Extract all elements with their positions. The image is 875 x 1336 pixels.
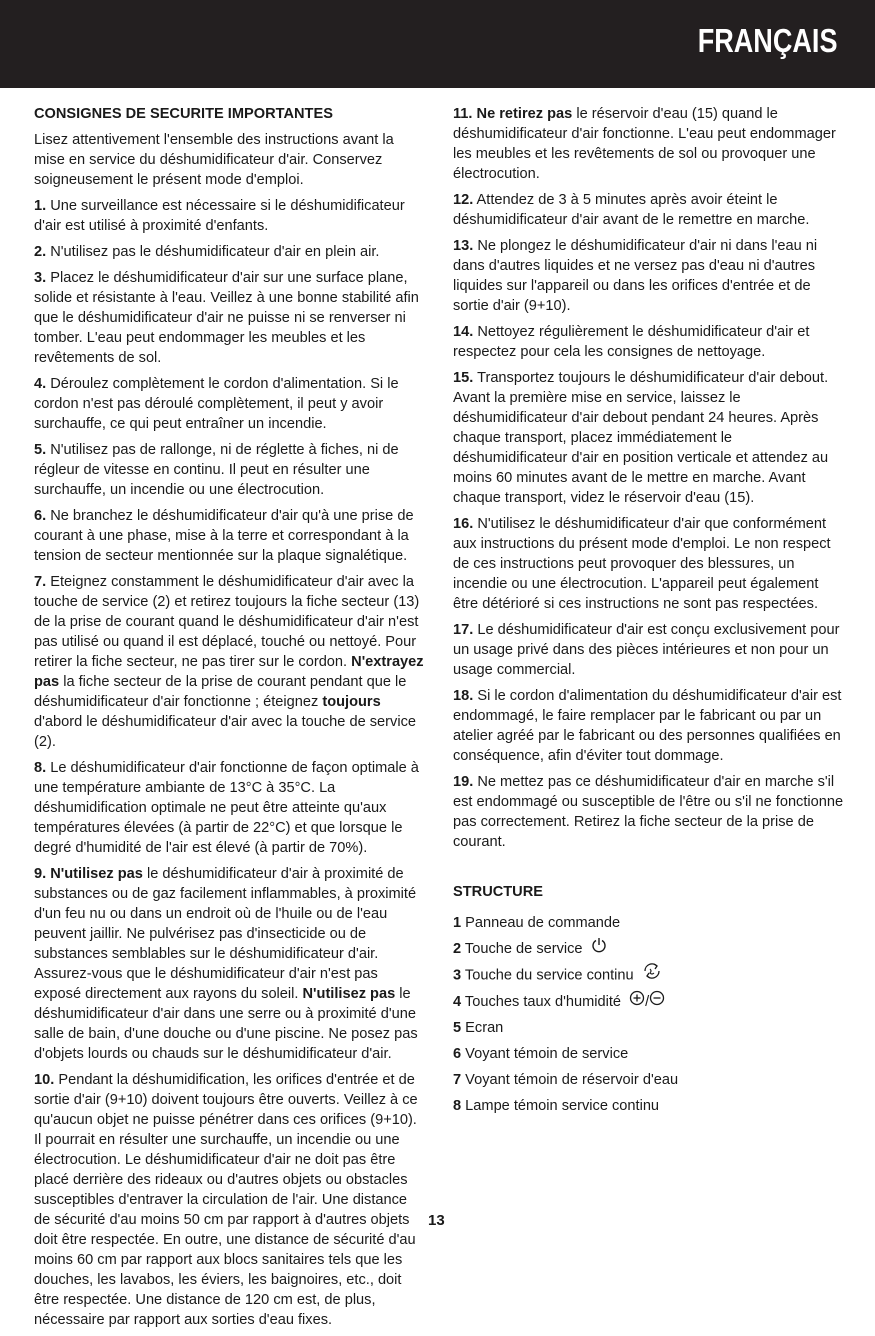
plus-circle-icon xyxy=(629,989,645,1015)
safety-item-14: 14. Nettoyez régulièrement le déshumidificateur d'air et respectez pour cela les consignes de nettoyage. xyxy=(453,324,810,360)
structure-item: 8 Lampe témoin service continu xyxy=(453,1098,660,1115)
safety-item-6: 6. Ne branchez le déshumidificateur d'air qu'à une prise de courant à une phase, mise à la terre et correspondant à la tension de secteur mentionnée sur la plaque signalétique. xyxy=(34,508,414,564)
header-bar xyxy=(0,0,875,88)
safety-item-15: 15. Transportez toujours le déshumidificateur d'air debout. Avant la première mise en service, laissez le déshumidificateur d'air debout pendant 24 heures. Après chaque transport, placez immédiatement le déshumidificateur d'air en position verticale et attendez au moins 60 minutes avant de le mettre en marche. Avant chaque transport, videz le réservoir d'eau (15). xyxy=(453,370,829,506)
safety-item-13: 13. Ne plongez le déshumidificateur d'air ni dans l'eau ni dans d'autres liquides et ne versez pas d'eau ni d'autres liquides sur l'appareil ou dans les orifices d'entrée et de sortie d'air (9+10). xyxy=(453,238,818,314)
power-icon xyxy=(591,936,607,962)
structure-item: 5 Ecran xyxy=(453,1020,504,1037)
icon-separator: / xyxy=(645,994,650,1011)
safety-item-12: 12. Attendez de 3 à 5 minutes après avoir éteint le déshumidificateur d'air avant de le remettre en marche. xyxy=(453,192,810,228)
left-column xyxy=(34,104,426,1336)
safety-item-5: 5. N'utilisez pas de rallonge, ni de réglette à fiches, ni de régleur de vitesse en continu. Il peut en résulter une surchauffe, un incendie ou une électrocution. xyxy=(34,442,399,498)
safety-item-7: 7. Eteignez constamment le déshumidificateur d'air avec la touche de service (2) et retirez toujours la fiche secteur (13) de la prise de courant quand le déshumidificateur d'air n'est pas utilisé ou quand il est déplacé, touché ou nettoyé. Pour retirer la fiche secteur, ne pas tirer sur le cordon. N'extrayez pas la fiche secteur de la prise de courant pendant que le déshumidificateur d'air fonctionne ; éteignez toujours d'abord le déshumidificateur d'air avec la touche de service (2). xyxy=(34,574,424,750)
structure-item: 4 Touches taux d'humidité / xyxy=(453,989,845,1015)
safety-item-10: 10. Pendant la déshumidification, les orifices d'entrée et de sortie d'air (9+10) doivent toujours être ouverts. Veillez à ce qu'aucun objet ne puisse pénétrer dans ces orifices (9+10). Il pourrait en résulter une surchauffe, un incendie ou une électrocution. Le déshumidificateur d'air ne doit pas être placé derrière des rideaux ou d'autres objets ou obstacles susceptibles d'entraver la circulation de l'air. Une distance de sécurité d'au moins 50 cm par rapport à d'autres objets doit être respectée. En outre, une distance de sécurité d'au moins 60 cm par rapport aux blocs sanitaires tels que les douches, les lavabos, les éviers, les baignoires, etc., doit être respectée. Une distance de 120 cm est, de plus, nécessaire par rapport aux sorties d'eau fixes. xyxy=(34,1072,418,1328)
continuous-mode-icon xyxy=(642,962,662,989)
structure-item: 6 Voyant témoin de service xyxy=(453,1046,629,1063)
safety-item-2: 2. N'utilisez pas le déshumidificateur d'air en plein air. xyxy=(34,244,380,260)
safety-item-16: 16. N'utilisez le déshumidificateur d'air que conformément aux instructions du présent mode d'emploi. Le non respect de ces instructions peut provoquer des blessures, un incendie ou une électrocution. L'appareil peut également être détérioré si ces instructions ne sont pas respectées. xyxy=(453,516,831,612)
structure-item: 1 Panneau de commande xyxy=(453,915,621,931)
safety-intro: Lisez attentivement l'ensemble des instructions avant la mise en service du déshumidificateur d'air. Conservez soigneusement le présent mode d'emploi. xyxy=(34,132,394,188)
structure-heading: STRUCTURE xyxy=(453,884,543,900)
right-column xyxy=(453,104,845,1119)
structure-item: 3 Touche du service continu xyxy=(453,962,845,989)
safety-item-17: 17. Le déshumidificateur d'air est conçu exclusivement pour un usage privé dans des pièces intérieures et non pour un usage commercial. xyxy=(453,622,840,678)
safety-item-11: 11. Ne retirez pas le réservoir d'eau (15) quand le déshumidificateur d'air fonctionne. L'eau peut endommager les meubles et les revêtements de sol ou provoquer une électrocution. xyxy=(453,106,836,182)
safety-item-4: 4. Déroulez complètement le cordon d'alimentation. Si le cordon n'est pas déroulé complètement, il peut y avoir surchauffe, ce qui peut entraîner un incendie. xyxy=(34,376,399,432)
safety-item-1: 1. Une surveillance est nécessaire si le déshumidificateur d'air est utilisé à proximité d'enfants. xyxy=(34,198,405,234)
structure-item: 2 Touche de service xyxy=(453,936,845,962)
safety-item-8: 8. Le déshumidificateur d'air fonctionne de façon optimale à une température ambiante de 13°C à 35°C. La déshumidification optimale ne peut être atteinte qu'aux températures élevées (à partir de 22°C) et que lorsque le degré d'humidité de l'air est élevé (à partir de 70%). xyxy=(34,760,419,856)
safety-item-3: 3. Placez le déshumidificateur d'air sur une surface plane, solide et résistante à l'eau. Veillez à une bonne stabilité afin que le déshumidificateur d'air ne puisse ni se renverser ni tomber. L'eau peut endommager les meubles et les revêtements de sol. xyxy=(34,270,419,366)
safety-item-19: 19. Ne mettez pas ce déshumidificateur d'air en marche s'il est endommagé ou susceptible de l'être ou s'il ne fonctionne pas correctement. Retirez la fiche secteur de la prise de courant. xyxy=(453,774,844,850)
structure-item: 7 Voyant témoin de réservoir d'eau xyxy=(453,1072,679,1089)
language-title: FRANÇAIS xyxy=(697,22,837,59)
page-number: 13 xyxy=(428,1212,445,1229)
safety-item-9: 9. N'utilisez pas le déshumidificateur d'air à proximité de substances ou de gaz facilement inflammables, à proximité d'un feu nu ou dans un endroit où de l'huile ou de l'eau peuvent jaillir. Ne pulvérisez pas d'insecticide ou de substances semblables sur le déshumidificateur d'air. Assurez-vous que le déshumidificateur d'air n'est pas exposé directement aux rayons du soleil. N'utilisez pas le déshumidificateur d'air dans une serre ou à proximité d'une salle de bain, d'une douche ou d'une piscine. Ne posez pas d'objets lourds ou chauds sur le déshumidificateur d'air. xyxy=(34,866,418,1062)
minus-circle-icon xyxy=(649,989,665,1015)
safety-heading: CONSIGNES DE SECURITE IMPORTANTES xyxy=(34,106,333,122)
safety-item-18: 18. Si le cordon d'alimentation du déshumidificateur d'air est endommagé, le faire remplacer par le fabricant ou par un atelier agréé par le fabricant ou des personnes qualifiées en conséquence, afin d'éviter tout dommage. xyxy=(453,688,842,764)
